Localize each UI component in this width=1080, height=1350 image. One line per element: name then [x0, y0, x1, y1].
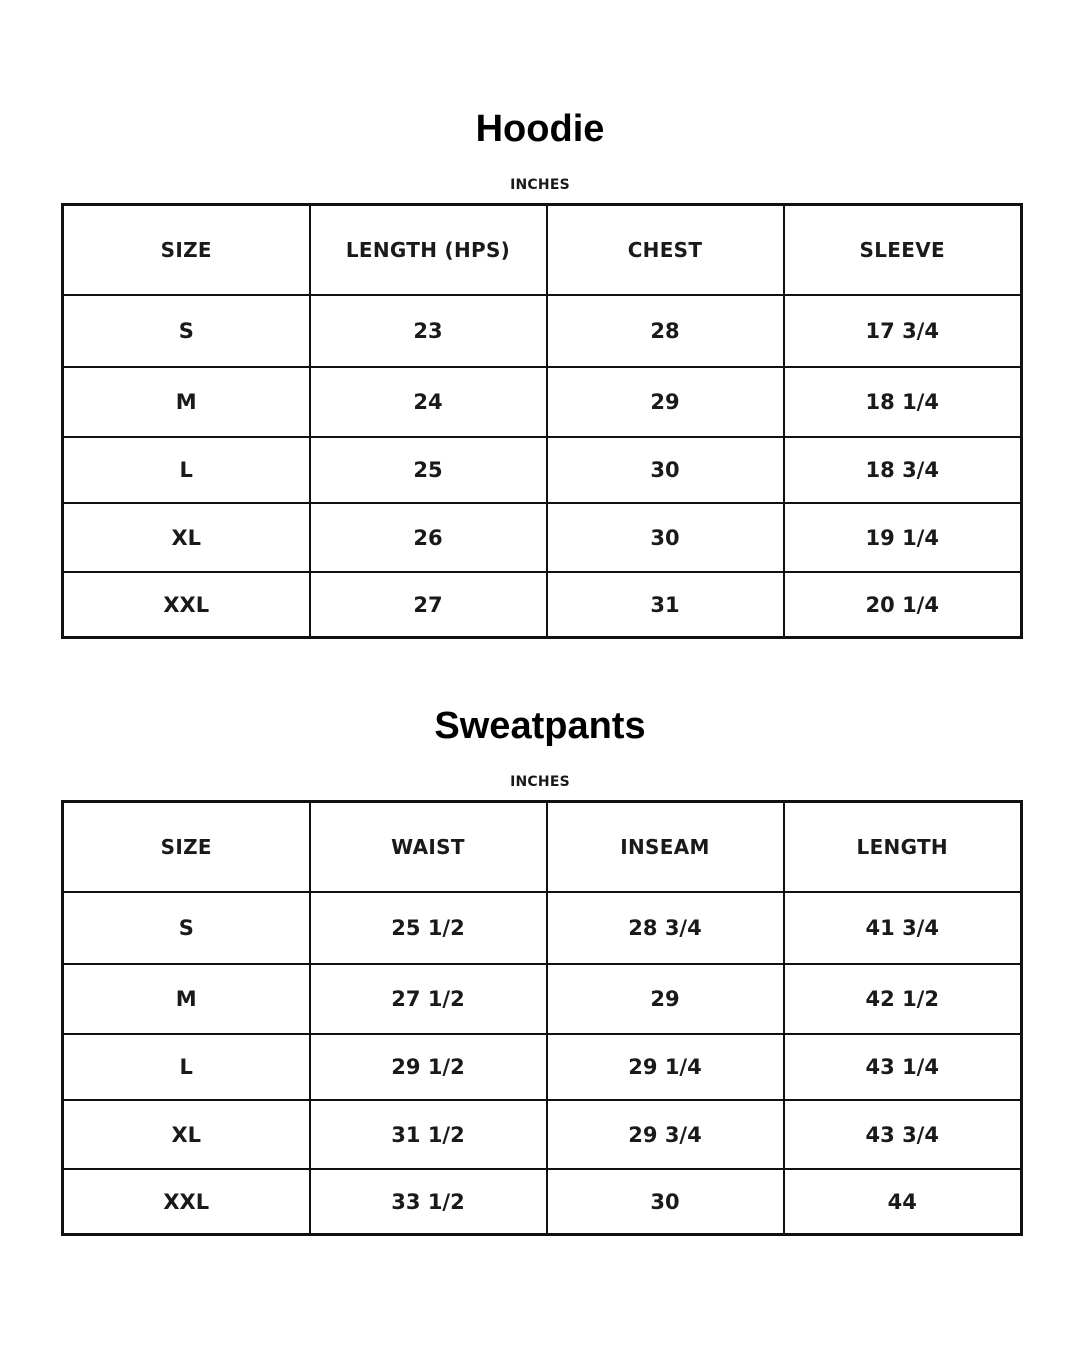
table-cell: 29: [547, 367, 784, 437]
table-row: [63, 572, 1022, 638]
sweatpants-size-table: [61, 800, 1023, 1236]
table-cell: 27: [310, 572, 547, 638]
table-cell: 18 1/4: [784, 367, 1022, 437]
table-cell: 27 1/2: [310, 964, 547, 1034]
table-cell: 31: [547, 572, 784, 638]
table-row: [63, 437, 1022, 503]
column-header: SIZE: [63, 205, 310, 296]
column-header: WAIST: [310, 802, 547, 893]
table-row: [63, 503, 1022, 572]
table-cell: 30: [547, 437, 784, 503]
table-cell: XL: [63, 1100, 310, 1169]
table-cell: 24: [310, 367, 547, 437]
table-cell: 29: [547, 964, 784, 1034]
table-row: [63, 964, 1022, 1034]
table-cell: M: [63, 964, 310, 1034]
table-cell: 26: [310, 503, 547, 572]
table-cell: 29 3/4: [547, 1100, 784, 1169]
table-cell: XXL: [63, 1169, 310, 1235]
table-cell: 43 3/4: [784, 1100, 1022, 1169]
column-header: SLEEVE: [784, 205, 1022, 296]
table-cell: 44: [784, 1169, 1022, 1235]
table-cell: 30: [547, 503, 784, 572]
column-header: SIZE: [63, 802, 310, 893]
table-row: [63, 1100, 1022, 1169]
table-cell: 17 3/4: [784, 295, 1022, 367]
sweatpants-unit-label: INCHES: [510, 774, 570, 790]
table-row: [63, 367, 1022, 437]
table-cell: 25 1/2: [310, 892, 547, 964]
table-cell: 41 3/4: [784, 892, 1022, 964]
table-cell: 25: [310, 437, 547, 503]
table-row: [63, 892, 1022, 964]
hoodie-unit-label: INCHES: [510, 177, 570, 193]
table-cell: S: [63, 295, 310, 367]
column-header: INSEAM: [547, 802, 784, 893]
table-cell: XXL: [63, 572, 310, 638]
table-cell: S: [63, 892, 310, 964]
table-cell: M: [63, 367, 310, 437]
table-cell: 28: [547, 295, 784, 367]
table-cell: XL: [63, 503, 310, 572]
table-cell: 23: [310, 295, 547, 367]
table-cell: 33 1/2: [310, 1169, 547, 1235]
table-header-row: [63, 802, 1022, 893]
table-cell: 19 1/4: [784, 503, 1022, 572]
table-row: [63, 1169, 1022, 1235]
sweatpants-title: Sweatpants: [434, 705, 646, 747]
table-header-row: [63, 205, 1022, 296]
column-header: CHEST: [547, 205, 784, 296]
hoodie-title: Hoodie: [475, 108, 605, 150]
column-header: LENGTH (HPS): [310, 205, 547, 296]
table-cell: 43 1/4: [784, 1034, 1022, 1100]
table-cell: 18 3/4: [784, 437, 1022, 503]
hoodie-size-table: [61, 203, 1023, 639]
table-cell: 42 1/2: [784, 964, 1022, 1034]
table-row: [63, 295, 1022, 367]
table-cell: L: [63, 437, 310, 503]
table-cell: 30: [547, 1169, 784, 1235]
table-cell: 28 3/4: [547, 892, 784, 964]
table-row: [63, 1034, 1022, 1100]
table-cell: 29 1/2: [310, 1034, 547, 1100]
table-cell: 31 1/2: [310, 1100, 547, 1169]
table-cell: 29 1/4: [547, 1034, 784, 1100]
table-cell: L: [63, 1034, 310, 1100]
table-cell: 20 1/4: [784, 572, 1022, 638]
column-header: LENGTH: [784, 802, 1022, 893]
